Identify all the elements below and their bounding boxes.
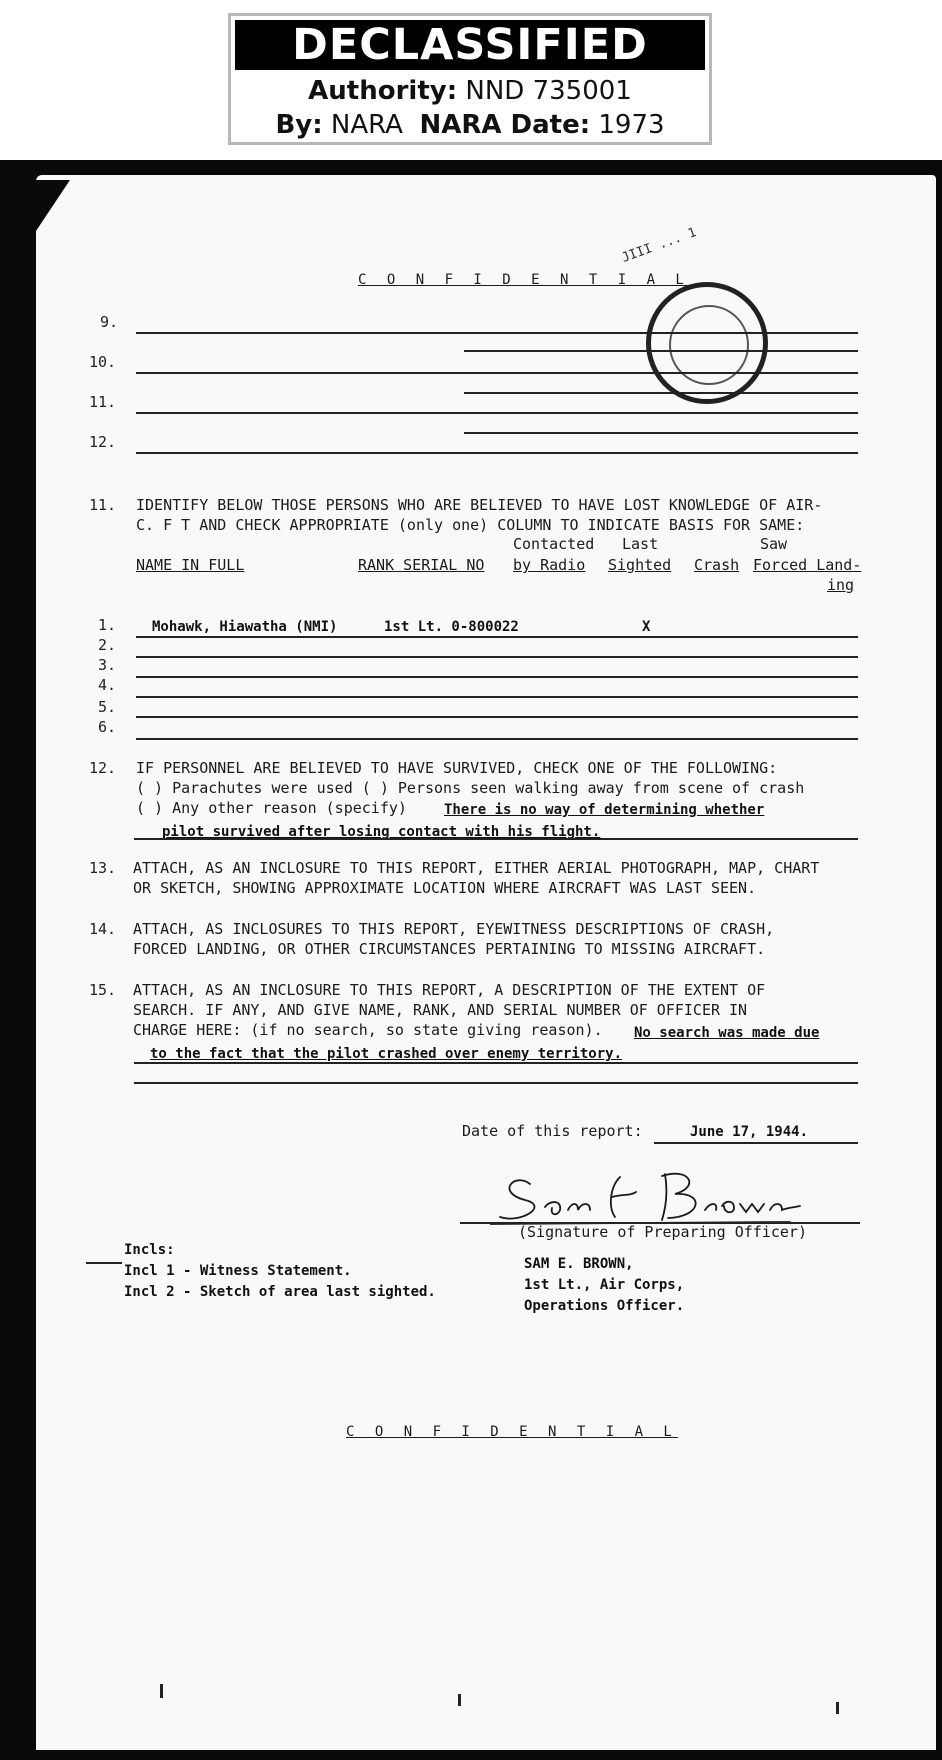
- section-12-number: 12.: [89, 759, 117, 777]
- section-13-line: ATTACH, AS AN INCLOSURE TO THIS REPORT, EITHER AERIAL PHOTOGRAPH, MAP, CHART: [133, 859, 820, 877]
- row-line: [136, 636, 858, 638]
- stamp-date-label: NARA Date:: [419, 110, 591, 140]
- stamp-by-label: By:: [275, 110, 323, 140]
- section-15-number: 15.: [89, 981, 117, 999]
- stamp-authority-label: Authority:: [308, 76, 458, 106]
- handwritten-note: JIII ... 1: [619, 225, 699, 266]
- row1-last-sighted-mark: X: [642, 619, 651, 635]
- stamp-by: [231, 110, 709, 140]
- officer-title: Operations Officer.: [524, 1298, 685, 1314]
- row1-rank-serial: 1st Lt. 0-800022: [384, 619, 519, 635]
- section-14-number: 14.: [89, 920, 117, 938]
- section-15-line: ATTACH, AS AN INCLOSURE TO THIS REPORT, A DESCRIPTION OF THE EXTENT OF: [133, 981, 766, 999]
- page-corner: [30, 180, 70, 240]
- answer-line: [134, 1082, 858, 1084]
- stamp-date-value: 1973: [598, 110, 665, 140]
- section-12-answer: There is no way of determining whether: [444, 802, 765, 818]
- col-contacted-top: Contacted: [513, 535, 595, 553]
- report-date-value: June 17, 1944.: [690, 1124, 809, 1140]
- inclosure-1: Incl 1 - Witness Statement.: [124, 1263, 352, 1279]
- col-header-last: Sighted: [608, 556, 672, 574]
- scan-speck: [458, 1694, 461, 1706]
- blank-line: [136, 412, 858, 414]
- col-header-contacted: by Radio: [513, 556, 586, 574]
- header-classification: C O N F I D E N T I A L: [358, 272, 690, 288]
- row-number: 2.: [98, 636, 117, 654]
- section-12-line: ( ) Any other reason (specify): [136, 799, 407, 817]
- line-number-9: 9.: [100, 313, 119, 331]
- row-number: 4.: [98, 676, 117, 694]
- col-header-forced-2: ing: [827, 576, 855, 594]
- row-line: [136, 738, 858, 740]
- section-12-line: ( ) Parachutes were used ( ) Persons seen walking away from scene of crash: [136, 779, 805, 797]
- blank-line: [136, 372, 858, 374]
- col-header-rank: RANK SERIAL NO: [358, 556, 485, 574]
- date-line: [654, 1142, 858, 1144]
- row1-name: Mohawk, Hiawatha (NMI): [152, 619, 338, 635]
- officer-name: SAM E. BROWN,: [524, 1256, 634, 1272]
- report-date-label: Date of this report:: [462, 1122, 643, 1140]
- row-line: [136, 696, 858, 698]
- line-number-12: 12.: [89, 433, 117, 451]
- answer-line: [134, 1062, 858, 1064]
- section-13-number: 13.: [89, 859, 117, 877]
- row-line: [136, 716, 858, 718]
- inclosure-2: Incl 2 - Sketch of area last sighted.: [124, 1284, 436, 1300]
- line-number-11: 11.: [89, 393, 117, 411]
- blank-line: [136, 332, 858, 334]
- section-14-line: ATTACH, AS INCLOSURES TO THIS REPORT, EYEWITNESS DESCRIPTIONS OF CRASH,: [133, 920, 775, 938]
- blank-line: [464, 392, 858, 394]
- section-11-instruction: C. F T AND CHECK APPROPRIATE (only one) COLUMN TO INDICATE BASIS FOR SAME:: [136, 516, 805, 534]
- line-number-10: 10.: [89, 353, 117, 371]
- section-15-line: SEARCH. IF ANY, AND GIVE NAME, RANK, AND SERIAL NUMBER OF OFFICER IN: [133, 1001, 748, 1019]
- section-15-answer: No search was made due: [634, 1025, 820, 1041]
- col-header-name: NAME IN FULL: [136, 556, 245, 574]
- stamp-by-value: NARA: [330, 110, 403, 140]
- section-11-number: 11.: [89, 496, 117, 514]
- blank-line: [136, 452, 858, 454]
- stamp-authority: [231, 76, 709, 106]
- row-line: [136, 676, 858, 678]
- inclosures-dash: [86, 1262, 122, 1264]
- officer-rank: 1st Lt., Air Corps,: [524, 1277, 685, 1293]
- section-15-answer: to the fact that the pilot crashed over enemy territory.: [150, 1046, 623, 1062]
- signature-caption: (Signature of Preparing Officer): [518, 1223, 807, 1241]
- row-line: [136, 656, 858, 658]
- section-13-line: OR SKETCH, SHOWING APPROXIMATE LOCATION WHERE AIRCRAFT WAS LAST SEEN.: [133, 879, 757, 897]
- section-15-line: CHARGE HERE: (if no search, so state giving reason).: [133, 1021, 603, 1039]
- section-14-line: FORCED LANDING, OR OTHER CIRCUMSTANCES PERTAINING TO MISSING AIRCRAFT.: [133, 940, 766, 958]
- stamp-title: DECLASSIFIED: [235, 20, 705, 70]
- scan-speck: [836, 1702, 839, 1714]
- postmark-stamp: [646, 282, 768, 404]
- section-12-answer: pilot survived after losing contact with his flight.: [162, 824, 601, 840]
- col-header-forced: Forced Land-: [753, 556, 862, 574]
- row-number: 1.: [98, 616, 117, 634]
- blank-line: [464, 432, 858, 434]
- row-number: 3.: [98, 656, 117, 674]
- col-header-crash: Crash: [694, 556, 740, 574]
- scan-speck: [160, 1684, 163, 1698]
- stamp-authority-value: NND 735001: [465, 76, 632, 106]
- declassified-stamp: [228, 13, 712, 145]
- row-number: 6.: [98, 718, 117, 736]
- footer-classification: C O N F I D E N T I A L: [346, 1424, 678, 1440]
- col-saw-top: Saw: [760, 535, 788, 553]
- col-last-top: Last: [622, 535, 659, 553]
- inclosures-label: Incls:: [124, 1242, 175, 1258]
- blank-line: [464, 350, 858, 352]
- answer-line: [134, 838, 858, 840]
- section-12-line: IF PERSONNEL ARE BELIEVED TO HAVE SURVIVED, CHECK ONE OF THE FOLLOWING:: [136, 759, 778, 777]
- row-number: 5.: [98, 698, 117, 716]
- section-11-instruction: IDENTIFY BELOW THOSE PERSONS WHO ARE BELIEVED TO HAVE LOST KNOWLEDGE OF AIR-: [136, 496, 823, 514]
